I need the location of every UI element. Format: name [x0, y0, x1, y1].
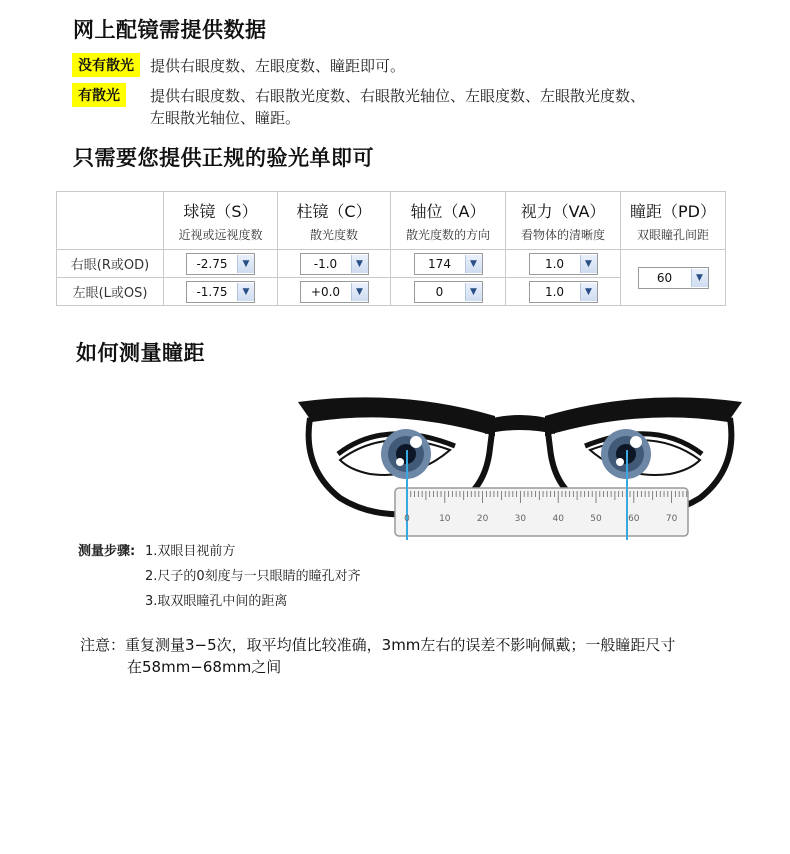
- no-astigmatism-text: 提供右眼度数、左眼度数、瞳距即可。: [150, 57, 406, 75]
- table-header-row: [57, 192, 726, 250]
- header-sphere-title: 球镜（S）: [183, 201, 258, 221]
- section-title-prescription: 只需要您提供正规的验光单即可: [73, 146, 374, 170]
- left-axis-value: 0: [435, 284, 444, 299]
- left-axis-select[interactable]: [414, 281, 483, 303]
- step-3: 3.取双眼瞳孔中间的距离: [145, 594, 288, 609]
- ruler-tick-label: 0: [404, 514, 410, 524]
- header-va: [506, 192, 621, 250]
- chevron-down-icon: ▼: [465, 283, 482, 301]
- section-title-measure-pd: 如何测量瞳距: [76, 341, 205, 365]
- chevron-down-icon: ▼: [465, 255, 482, 273]
- ruler-tick-label: 70: [665, 514, 678, 524]
- right-cylinder-select[interactable]: [300, 253, 369, 275]
- chevron-down-icon: ▼: [237, 283, 254, 301]
- section-title-data: 网上配镜需提供数据: [73, 18, 267, 42]
- left-va-select[interactable]: [529, 281, 598, 303]
- right-va-value: 1.0: [544, 256, 565, 271]
- header-pd-sub: 双眼瞳孔间距: [636, 227, 709, 242]
- chevron-down-icon: ▼: [691, 269, 708, 287]
- right-axis-value: 174: [428, 256, 451, 271]
- header-va-sub: 看物体的清晰度: [520, 227, 605, 242]
- left-sphere-value: -1.75: [196, 284, 228, 299]
- table-row-right-eye: [57, 250, 726, 278]
- header-pd: [621, 192, 726, 250]
- left-va-value: 1.0: [544, 284, 565, 299]
- left-eye-label: 左眼(L或OS): [57, 278, 164, 306]
- ruler-tick-label: 20: [476, 514, 489, 524]
- astigmatism-tag: 有散光: [72, 83, 126, 107]
- chevron-down-icon: ▼: [580, 283, 597, 301]
- ruler-tick-label: 60: [628, 514, 640, 524]
- header-cylinder: [278, 192, 391, 250]
- chevron-down-icon: ▼: [580, 255, 597, 273]
- header-sphere: [164, 192, 278, 250]
- left-cylinder-select[interactable]: [300, 281, 369, 303]
- pd-value: 60: [656, 270, 673, 285]
- header-axis: [391, 192, 506, 250]
- header-cylinder-title: 柱镜（C）: [296, 201, 372, 221]
- chevron-down-icon: ▼: [237, 255, 254, 273]
- ruler-tick-label: 30: [514, 514, 527, 524]
- note-line2: 在58mm−68mm之间: [127, 658, 282, 676]
- left-cylinder-value: +0.0: [310, 284, 341, 299]
- header-va-title: 视力（VA）: [520, 201, 606, 221]
- ruler-tick-label: 50: [590, 514, 602, 524]
- note-line1: 注意：重复测量3−5次，取平均值比较准确，3mm左右的误差不影响佩戴；一般瞳距尺寸: [80, 636, 676, 654]
- pd-cell: [621, 250, 726, 306]
- astigmatism-text-line1: 提供右眼度数、右眼散光度数、右眼散光轴位、左眼度数、左眼散光度数、: [150, 87, 646, 105]
- ruler-tick-label: 10: [439, 514, 451, 524]
- prescription-table: [56, 191, 726, 306]
- ruler-tick-label: 40: [552, 514, 564, 524]
- right-eye-label: 右眼(R或OD): [57, 250, 164, 278]
- chevron-down-icon: ▼: [351, 283, 368, 301]
- right-va-select[interactable]: [529, 253, 598, 275]
- step-1: 1.双眼目视前方: [145, 544, 236, 559]
- header-axis-title: 轴位（A）: [410, 201, 486, 221]
- chevron-down-icon: ▼: [351, 255, 368, 273]
- eye-left-illustration: [338, 429, 455, 479]
- header-cylinder-sub: 散光度数: [309, 227, 358, 242]
- step-2: 2.尺子的0刻度与一只眼睛的瞳孔对齐: [145, 569, 361, 584]
- header-sphere-sub: 近视或远视度数: [178, 227, 263, 242]
- right-sphere-value: -2.75: [196, 256, 228, 271]
- header-axis-sub: 散光度数的方向: [405, 227, 490, 242]
- no-astigmatism-tag: 没有散光: [72, 53, 140, 77]
- left-sphere-select[interactable]: [186, 281, 255, 303]
- header-empty-cell: [57, 192, 164, 250]
- right-axis-select[interactable]: [414, 253, 483, 275]
- right-cylinder-value: -1.0: [313, 256, 338, 271]
- pd-select[interactable]: [638, 267, 709, 289]
- astigmatism-text-line2: 左眼散光轴位、瞳距。: [150, 109, 301, 127]
- steps-label: 测量步骤:: [78, 544, 136, 559]
- eye-right-illustration: [585, 429, 702, 479]
- right-sphere-select[interactable]: [186, 253, 255, 275]
- ruler: [395, 488, 688, 536]
- header-pd-title: 瞳距（PD）: [630, 201, 716, 221]
- glasses-illustration: [290, 388, 750, 548]
